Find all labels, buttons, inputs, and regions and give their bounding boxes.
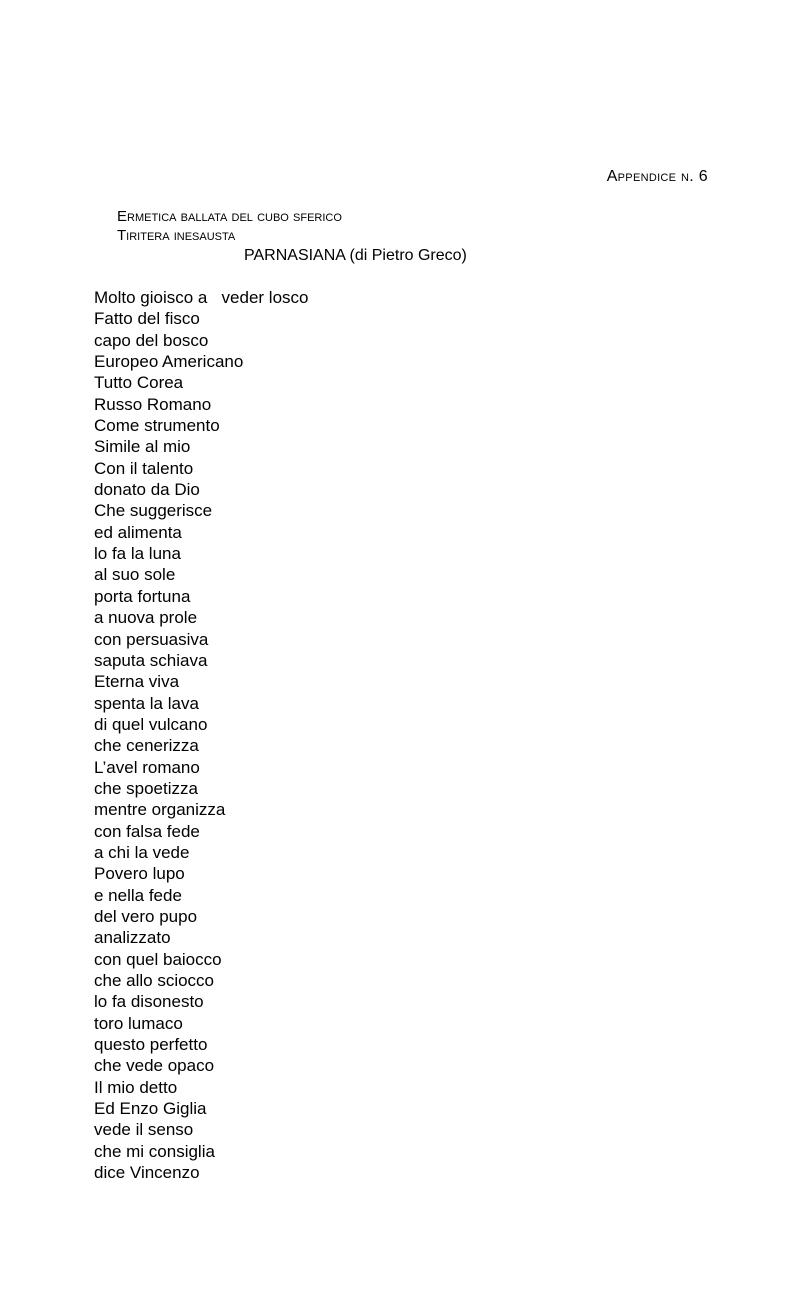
poem-author-line: PARNASIANA (di Pietro Greco) — [244, 247, 467, 264]
poem-line: toro lumaco — [94, 1013, 183, 1033]
poem-line: Ed Enzo Giglia — [94, 1099, 207, 1119]
appendix-label: Appendice n. 6 — [606, 168, 708, 185]
poem-line: lo fa la luna — [94, 544, 181, 564]
poem-line: ed alimenta — [94, 522, 182, 542]
poem-line: con persuasiva — [94, 629, 209, 649]
poem-line: con falsa fede — [94, 821, 200, 841]
poem-line: di quel vulcano — [94, 714, 208, 734]
poem-line: vede il senso — [94, 1120, 194, 1140]
poem-line: a chi la vede — [94, 842, 190, 862]
poem-line: con quel baiocco — [94, 949, 222, 969]
poem-line: Eterna viva — [94, 672, 180, 692]
poem-line: spenta la lava — [94, 693, 199, 713]
poem-line: che allo sciocco — [94, 971, 215, 990]
poem-line: Simile al mio — [94, 437, 191, 457]
poem-line: Con il talento — [94, 458, 194, 478]
poem-line: Povero lupo — [94, 864, 185, 884]
poem-line: Che suggerisce — [94, 501, 213, 521]
poem-line: Fatto del fisco — [94, 309, 200, 329]
poem-line: a nuova prole — [94, 608, 198, 628]
poem-line: che spoetizza — [94, 778, 198, 798]
poem-line: che vede opaco — [94, 1056, 215, 1076]
poem-line: Tutto Corea — [94, 373, 184, 393]
poem-body — [94, 287, 309, 1183]
poem-line: Molto gioisco a veder losco — [94, 288, 309, 307]
poem-title: Ermetica ballata del cubo sferico — [117, 208, 342, 225]
poem-line: L’avel romano — [94, 757, 200, 777]
poem-line: porta fortuna — [94, 586, 191, 606]
poem-line: del vero pupo — [94, 906, 198, 926]
poem-line: e nella fede — [94, 885, 182, 905]
poem-line: Il mio detto — [94, 1077, 178, 1097]
poem-line: Come strumento — [94, 416, 220, 436]
poem-line: saputa schiava — [94, 650, 208, 670]
poem-line: Europeo Americano — [94, 352, 244, 372]
poem-line: analizzato — [94, 928, 171, 948]
poem-line: al suo sole — [94, 565, 176, 585]
poem-line: donato da Dio — [94, 480, 200, 500]
poem-line: che mi consiglia — [94, 1141, 215, 1161]
poem-line: che cenerizza — [94, 736, 199, 756]
poem-line: mentre organizza — [94, 800, 226, 820]
poem-line: dice Vincenzo — [94, 1163, 200, 1183]
poem-line: capo del bosco — [94, 330, 209, 350]
poem-subtitle: Tiritera inesausta — [117, 227, 236, 244]
poem-line: questo perfetto — [94, 1035, 208, 1055]
poem-line: Russo Romano — [94, 394, 212, 414]
poem-line: lo fa disonesto — [94, 992, 204, 1012]
